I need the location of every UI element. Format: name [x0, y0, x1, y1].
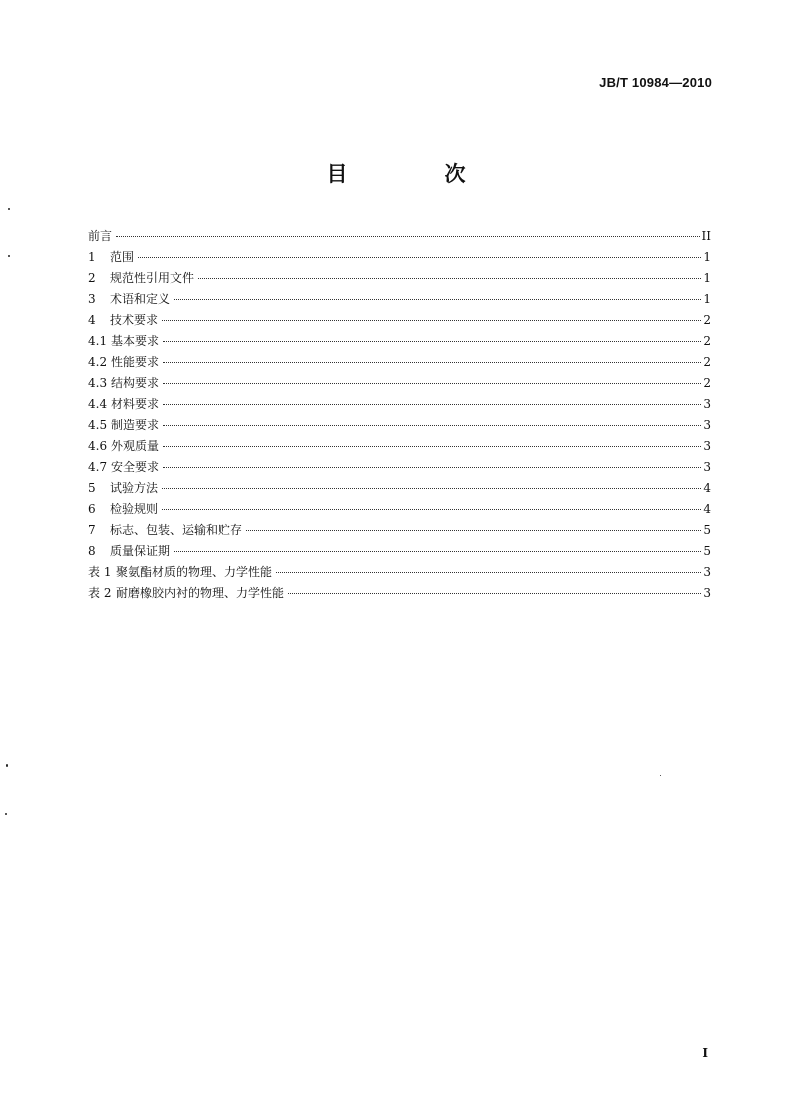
dot-leader	[163, 446, 701, 447]
toc-entry-number: 4.4	[88, 397, 108, 411]
toc-entry-page: 2	[703, 313, 711, 327]
toc-entry-title: 规范性引用文件	[110, 271, 195, 285]
toc-entry-2[interactable]	[88, 268, 711, 289]
dot-leader	[138, 257, 701, 258]
toc-entry-title: 试验方法	[110, 481, 159, 495]
toc-entry-page: 3	[703, 418, 711, 432]
toc-entry-number: 1	[88, 250, 96, 264]
dot-leader	[162, 320, 701, 321]
standard-code: JB/T 10984—2010	[599, 75, 712, 90]
dot-leader	[174, 299, 701, 300]
toc-entry-title: 范围	[110, 250, 135, 264]
toc-entry-title: 基本要求	[111, 334, 160, 348]
page-title: 目 次	[326, 162, 504, 186]
toc-entry-title: 结构要求	[111, 376, 160, 390]
toc-entry-page: 3	[703, 586, 711, 600]
dot-leader	[276, 572, 701, 573]
toc-entry-number: 5	[88, 481, 96, 495]
toc-entry-4-4[interactable]	[88, 394, 711, 415]
toc-entry-number: 4.1	[88, 334, 108, 348]
toc-entry-number: 7	[88, 523, 96, 537]
toc-entry-title: 安全要求	[111, 460, 160, 474]
toc-entry-page: II	[701, 229, 711, 243]
dot-leader	[163, 362, 701, 363]
toc-entry-page: 3	[703, 397, 711, 411]
dot-leader	[174, 551, 701, 552]
toc-entry-page: 4	[703, 481, 711, 495]
dot-leader	[163, 404, 701, 405]
toc-entry-5[interactable]	[88, 478, 711, 499]
toc-entry-4-7[interactable]	[88, 457, 711, 478]
dot-leader	[198, 278, 701, 279]
toc-entry-title: 前言	[88, 229, 113, 243]
toc-entry-title: 耐磨橡胶内衬的物理、力学性能	[116, 586, 285, 600]
page-number: I	[702, 1046, 708, 1060]
toc-entry-number: 6	[88, 502, 96, 516]
toc-entry-4-3[interactable]	[88, 373, 711, 394]
toc-entry-number: 4	[88, 313, 96, 327]
scan-speck	[5, 813, 7, 815]
toc-entry-title: 性能要求	[111, 355, 160, 369]
toc-entry-title: 质量保证期	[110, 544, 171, 558]
scan-speck	[8, 255, 10, 257]
toc-entry-page: 2	[703, 376, 711, 390]
toc-entry-number: 4.6	[88, 439, 108, 453]
scan-speck	[660, 775, 661, 776]
toc-entry-7[interactable]	[88, 520, 711, 541]
toc-entry-3[interactable]	[88, 289, 711, 310]
toc-entry-number: 3	[88, 292, 96, 306]
toc-entry-title: 标志、包装、运输和贮存	[110, 523, 243, 537]
dot-leader	[163, 425, 701, 426]
dot-leader	[163, 383, 701, 384]
toc-entry-foreword[interactable]	[88, 226, 711, 247]
scan-speck	[8, 208, 10, 210]
toc-entry-page: 4	[703, 502, 711, 516]
toc-entry-4-1[interactable]	[88, 331, 711, 352]
toc-entry-title: 检验规则	[110, 502, 159, 516]
dot-leader	[246, 530, 701, 531]
toc-entry-page: 5	[703, 523, 711, 537]
dot-leader	[288, 593, 701, 594]
toc-entry-page: 3	[703, 439, 711, 453]
toc-entry-number: 4.7	[88, 460, 108, 474]
toc-entry-6[interactable]	[88, 499, 711, 520]
toc-entry-number: 4.3	[88, 376, 108, 390]
toc-entry-number: 表 1	[88, 565, 112, 579]
toc-entry-number: 8	[88, 544, 96, 558]
toc-entry-page: 3	[703, 565, 711, 579]
toc-entry-page: 3	[703, 460, 711, 474]
toc-entry-page: 2	[703, 334, 711, 348]
toc-entry-1[interactable]	[88, 247, 711, 268]
toc-entry-8[interactable]	[88, 541, 711, 562]
toc-entry-number: 表 2	[88, 586, 112, 600]
toc-entry-page: 1	[703, 250, 711, 264]
toc-entry-title: 聚氨酯材质的物理、力学性能	[116, 565, 273, 579]
toc-entry-table-2[interactable]	[88, 583, 711, 604]
dot-leader	[163, 467, 701, 468]
toc-entry-page: 5	[703, 544, 711, 558]
toc-entry-4-5[interactable]	[88, 415, 711, 436]
toc-entry-title: 外观质量	[111, 439, 160, 453]
toc-entry-number: 2	[88, 271, 96, 285]
dot-leader	[162, 509, 701, 510]
toc-entry-number: 4.2	[88, 355, 108, 369]
toc-entry-page: 2	[703, 355, 711, 369]
toc-entry-table-1[interactable]	[88, 562, 711, 583]
toc-entry-4-6[interactable]	[88, 436, 711, 457]
toc-entry-page: 1	[703, 271, 711, 285]
toc-entry-4-2[interactable]	[88, 352, 711, 373]
toc-entry-title: 技术要求	[110, 313, 159, 327]
dot-leader	[163, 341, 701, 342]
table-of-contents	[88, 226, 711, 604]
dot-leader	[116, 236, 700, 237]
toc-entry-4[interactable]	[88, 310, 711, 331]
toc-entry-title: 材料要求	[111, 397, 160, 411]
toc-entry-number: 4.5	[88, 418, 108, 432]
scan-speck	[6, 764, 8, 767]
toc-entry-title: 制造要求	[111, 418, 160, 432]
toc-entry-title: 术语和定义	[110, 292, 171, 306]
toc-entry-page: 1	[703, 292, 711, 306]
dot-leader	[162, 488, 701, 489]
